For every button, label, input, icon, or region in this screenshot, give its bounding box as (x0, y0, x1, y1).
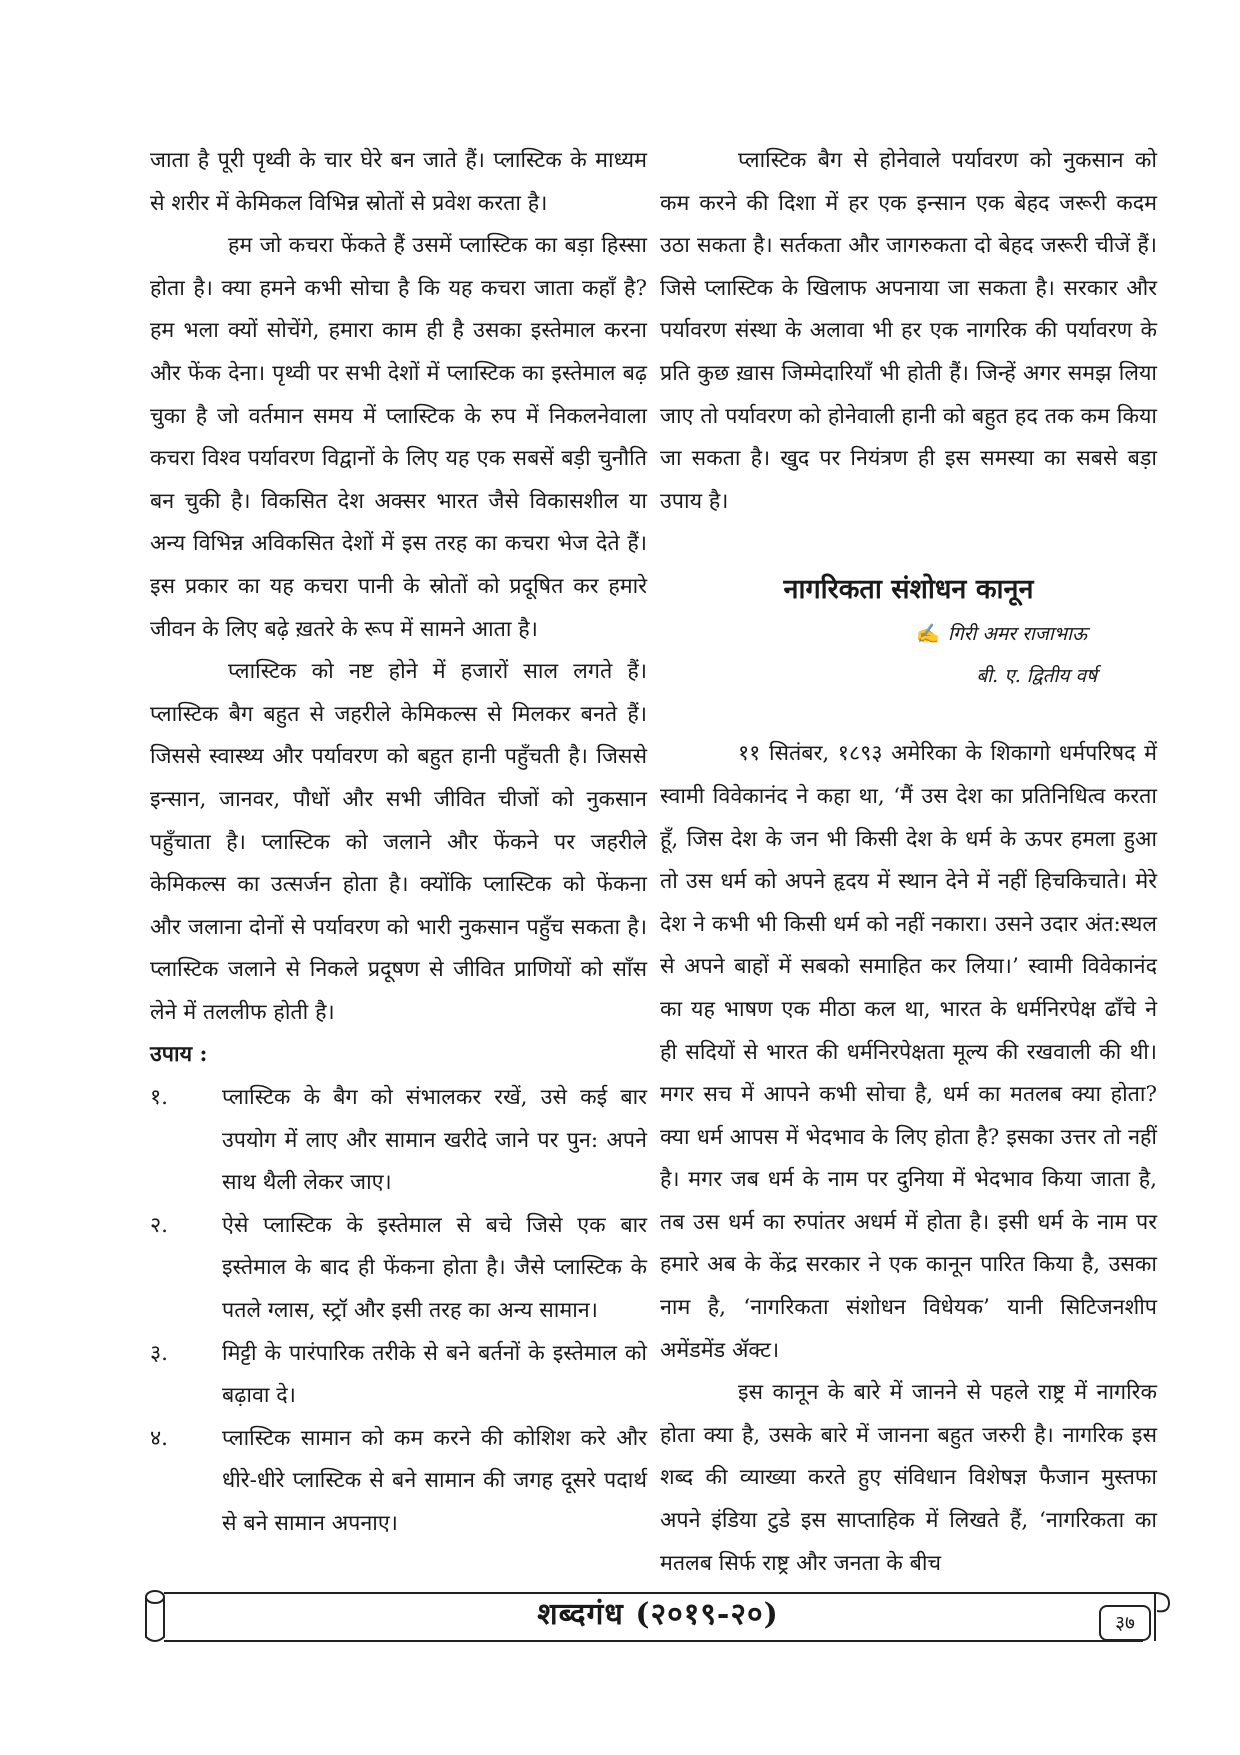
page-number: ३७ (1099, 1605, 1151, 1641)
list-item (150, 1205, 647, 1333)
list-item-number: १. (150, 1085, 169, 1111)
list-item-text: ऐसे प्लास्टिक के इस्तेमाल से बचे जिसे एक बार इस्तेमाल के बाद ही फेंकना होता है। जैसे प्लास्टिक के पतले ग्लास, स्ट्रॉ और इसी तरह का अन्य सामान। (222, 1212, 647, 1324)
left-paragraph-1: जाता है पूरी पृथ्वी के चार घेरे बन जाते हैं। प्लास्टिक के माध्यम से शरीर में केमिकल विभिन्न स्रोतों से प्रवेश करता है। (150, 148, 647, 216)
list-item-number: ३. (150, 1340, 169, 1366)
list-item-number: २. (150, 1212, 169, 1238)
remedies-heading: उपाय : (150, 1042, 208, 1068)
list-item-text: प्लास्टिक सामान को कम करने की कोशिश करे और धीरे-धीरे प्लास्टिक से बने सामान की जगह दूसरे पदार्थ से बने सामान अपनाए। (222, 1425, 647, 1536)
left-column (150, 140, 647, 1546)
right-paragraph-1: प्लास्टिक बैग से होनेवाले पर्यावरण को नुकसान को कम करने की दिशा में हर एक इन्सान एक बेहद जरूरी कदम उठा सकता है। सर्तकता और जागरुकता दो बेहद जरूरी चीजें हैं। जिसे प्लास्टिक के खिलाफ अपनाया जा सकता है। सरकार और पर्यावरण संस्था के अलावा भी हर एक नागरिक की पर्यावरण के प्रति कुछ ख़ास जिम्मेदारियाँ भी होती हैं। जिन्हें अगर समझ लिया जाए तो पर्यावरण को होनेवाली हानी को बहुत हद तक कम किया जा सकता है। खुद पर नियंत्रण ही इस समस्या का सबसे बड़ा उपाय है। (660, 148, 1157, 514)
footer-banner (143, 1585, 1173, 1647)
right-column (660, 140, 1157, 1585)
left-paragraph-2: हम जो कचरा फेंकते हैं उसमें प्लास्टिक का बड़ा हिस्सा होता है। क्या हमने कभी सोचा है कि यह कचरा जाता कहाँ है? हम भला क्यों सोचेंगे, हमारा काम ही है उसका इस्तेमाल करना और फेंक देना। पृथ्वी पर सभी देशों में प्लास्टिक का इस्तेमाल बढ़ चुका है जो वर्तमान समय में प्लास्टिक के रुप में निकलनेवाला कचरा विश्व पर्यावरण विद्वानों के लिए यह एक सबसें बड़ी चुनौति बन चुकी है। विकसित देश अक्सर भारत जैसे विकासशील या अन्य विभिन्न अविकसित देशों में इस तरह का कचरा भेज देते हैं। इस प्रकार का यह कचरा पानी के स्रोतों को प्रदूषित कर हमारे जीवन के लिए बढ़े ख़तरे के रूप में सामने आता है। (150, 233, 647, 642)
left-paragraph-3: प्लास्टिक को नष्ट होने में हजारों साल लगते हैं। प्लास्टिक बैग बहुत से जहरीले केमिकल्स से मिलकर बनते हैं। जिससे स्वास्थ्य और पर्यावरण को बहुत हानी पहुँचती है। जिससे इन्सान, जानवर, पौधों और सभी जीवित चीजों को नुकसान पहुँचाता है। प्लास्टिक को जलाने और फेंकने पर जहरीले केमिकल्स का उत्सर्जन होता है। क्योंकि प्लास्टिक को फेंकना और जलाना दोनों से पर्यावरण को भारी नुकसान पहुँच सकता है। प्लास्टिक जलाने से निकले प्रदूषण से जीवित प्राणियों को साँस लेने में तललीफ होती है। (150, 659, 647, 1025)
right-paragraph-3: इस कानून के बारे में जानने से पहले राष्ट्र में नागरिक होता क्या है, उसके बारे में जानना बहुत जरुरी है। नागरिक इस शब्द की व्याख्या करते हुए संविधान विशेषज्ञ फैजान मुस्तफा अपने इंडिया टुडे इस साप्ताहिक में लिखते हैं, ‘नागरिकता का मतलब सिर्फ राष्ट्र और जनता के बीच (660, 1380, 1157, 1576)
author-name: गिरी अमर राजाभाऊ (948, 623, 1087, 646)
article-title: नागरिकता संशोधन कानून (783, 574, 1034, 606)
list-item (150, 1333, 647, 1418)
right-paragraph-2: ११ सितंबर, १८९३ अमेरिका के शिकागो धर्मपरिषद में स्वामी विवेकानंद ने कहा था, ‘मैं उस देश का प्रतिनिधित्व करता हूँ, जिस देश के जन भी किसी देश के धर्म के ऊपर हमला हुआ तो उस धर्म को अपने हृदय में स्थान देने में नहीं हिचकिचाते। मेरे देश ने कभी भी किसी धर्म को नहीं नकारा। उसने उदार अंत:स्थल से अपने बाहों में सबको समाहित कर लिया।’ स्वामी विवेकानंद का यह भाषण एक मीठा कल था, भारत के धर्मनिरपेक्ष ढाँचे ने ही सदियों से भारत की धर्मनिरपेक्षता मूल्य की रखवाली की थी। मगर सच में आपने कभी सोचा है, धर्म का मतलब क्या होता? क्या धर्म आपस में भेदभाव के लिए होता है? इसका उत्तर तो नहीं है। मगर जब धर्म के नाम पर दुनिया में भेदभाव किया जाता है, तब उस धर्म का रुपांतर अधर्म में होता है। इसी धर्म के नाम पर हमारे अब के केंद्र सरकार ने एक कानून पारित किया है, उसका नाम है, ‘नागरिकता संशोधन विधेयक’ यानी सिटिजनशीप अमेंडमेंड ॲक्ट। (660, 741, 1157, 1363)
author-class: बी. ए. द्वितीय वर्ष (976, 665, 1097, 688)
pen-nib-icon: ✍ (916, 623, 941, 646)
list-item-number: ४. (150, 1425, 169, 1451)
list-item-text: प्लास्टिक के बैग को संभालकर रखें, उसे कई बार उपयोग में लाए और सामान खरीदे जाने पर पुन: अपने साथ थैली लेकर जाए। (222, 1085, 647, 1196)
remedies-list (150, 1077, 647, 1546)
magazine-title: शब्दगंध (२०१९-२०) (537, 1597, 779, 1632)
author-byline (660, 613, 1157, 655)
list-item-text: मिट्टी के पारंपारिक तरीके से बने बर्तनों के इस्तेमाल को बढ़ावा दे। (222, 1340, 647, 1409)
list-item (150, 1418, 647, 1546)
list-item (150, 1077, 647, 1205)
